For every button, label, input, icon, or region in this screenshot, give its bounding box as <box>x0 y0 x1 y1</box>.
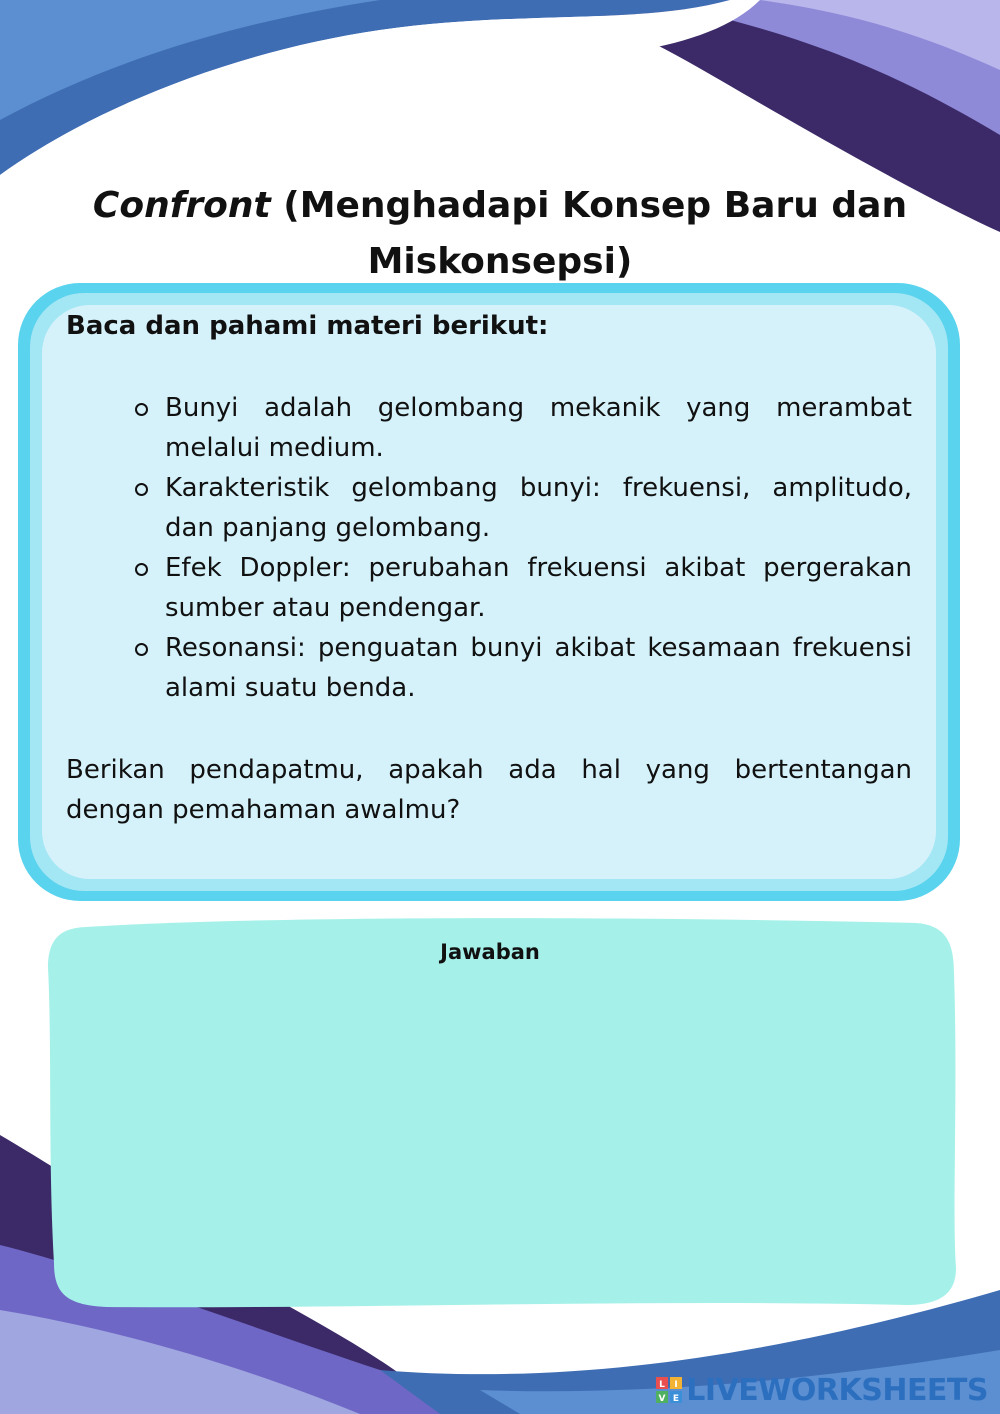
answer-label: Jawaban <box>440 940 540 964</box>
brand-name: LIVEWORKSHEETS <box>686 1372 988 1408</box>
bullet-circle-icon <box>135 643 148 656</box>
page-title: Confront (Menghadapi Konsep Baru dan Miskonsepsi) <box>92 185 908 282</box>
list-item: Resonansi: penguatan bunyi akibat kesamaan frekuensi alami suatu benda. <box>165 628 912 708</box>
answer-input[interactable] <box>90 990 914 1284</box>
svg-text:L: L <box>659 1380 666 1390</box>
list-item: Efek Doppler: perubahan frekuensi akibat pergerakan sumber atau pendengar. <box>165 548 912 628</box>
bullet-circle-icon <box>135 403 148 416</box>
question-text: Berikan pendapatmu, apakah ada hal yang bertentangan dengan pemahaman awalmu? <box>66 755 912 825</box>
card-heading: Baca dan pahami materi berikut: <box>66 311 549 341</box>
list-item: Karakteristik gelombang bunyi: frekuensi, amplitudo, dan panjang gelombang. <box>165 468 912 548</box>
svg-text:I: I <box>674 1380 678 1390</box>
bullet-circle-icon <box>135 563 148 576</box>
list-item: Bunyi adalah gelombang mekanik yang merambat melalui medium. <box>165 388 912 468</box>
liveworksheets-brand[interactable] <box>656 1372 988 1408</box>
bullet-circle-icon <box>135 483 148 496</box>
material-list <box>66 388 912 708</box>
liveworksheets-logo-icon <box>656 1377 682 1403</box>
svg-text:E: E <box>673 1394 680 1403</box>
svg-text:V: V <box>658 1394 666 1403</box>
material-card-content <box>66 306 912 830</box>
